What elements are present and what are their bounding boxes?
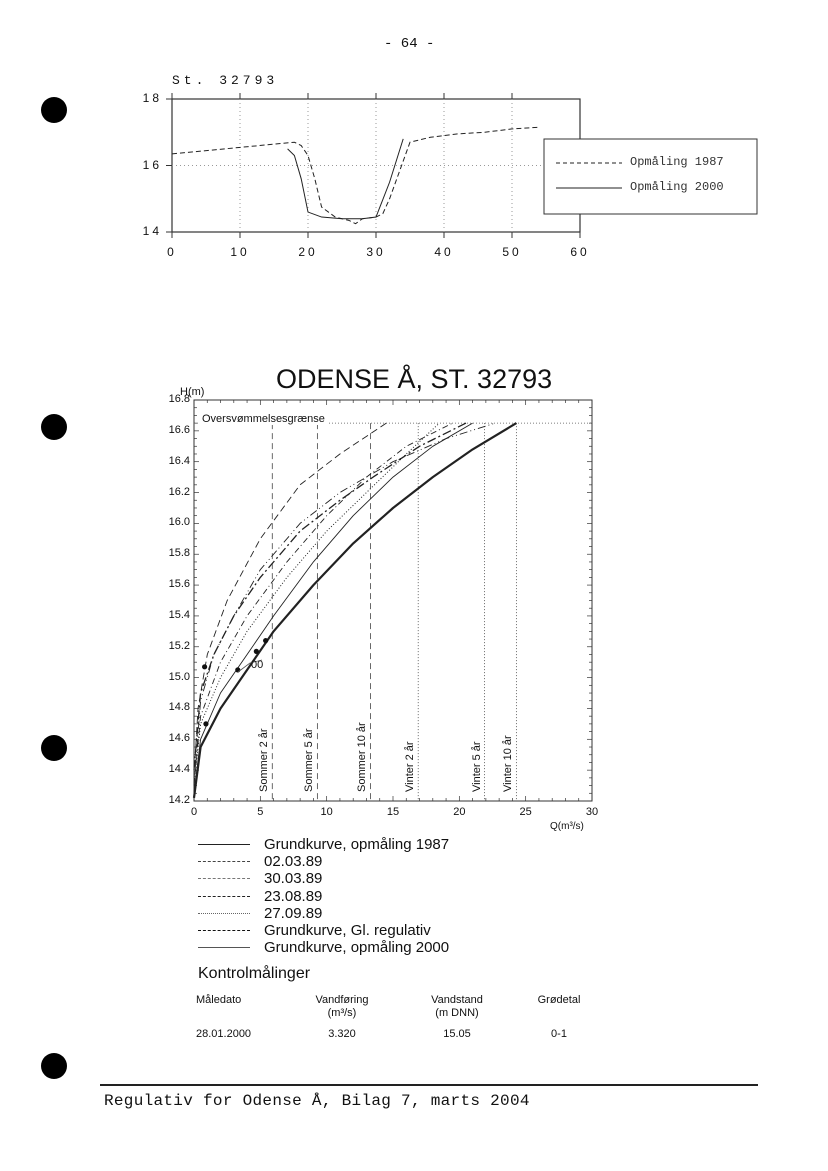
footer-rule [100,1084,758,1086]
rating-series-6 [194,423,466,770]
rating-chart-frame [194,400,592,801]
reference-label-3: Sommer 10 år [356,722,369,792]
cross-section-x-tick: 40 [434,245,454,259]
rating-series-2 [194,423,495,785]
rating-y-tick: 16.4 [168,454,190,467]
rating-legend-label: 23.08.89 [264,887,323,905]
rating-x-tick: 30 [585,806,599,818]
flood-limit-label: Oversvømmelsesgrænse [202,413,325,425]
cross-section-y-tick: 16 [142,157,162,172]
x-axis-label: Q(m³/s) [550,821,584,832]
rating-x-tick: 15 [386,806,400,818]
col-header-date: Måledato [196,994,242,1006]
rating-y-tick: 14.2 [168,794,190,806]
rating-y-tick: 15.4 [168,608,190,621]
cell-weed-index: 0-1 [551,1028,567,1040]
rating-y-tick: 15.0 [168,670,190,683]
rating-chart-title: ODENSE Å, ST. 32793 [276,364,553,394]
rating-y-tick: 14.8 [168,701,190,714]
rating-legend-swatch [198,930,250,931]
rating-y-tick: 14.4 [168,763,190,776]
legend-label-2000: Opmåling 2000 [630,180,724,194]
cell-date: 28.01.2000 [196,1028,252,1040]
cell-discharge: 3.320 [328,1028,356,1040]
control-title: Kontrolmålinger [198,965,311,982]
rating-legend-label: 02.03.89 [264,853,323,871]
cross-section-y-tick: 18 [142,91,162,105]
reference-label-4: Vinter 2 år [404,741,417,792]
legend-label-1987: Opmåling 1987 [630,155,724,169]
cross-section-x-tick: 10 [230,245,250,259]
rating-x-tick: 25 [519,806,532,818]
cross-section-x-tick: 60 [570,245,590,259]
rating-y-tick: 15.6 [168,578,190,591]
cross-section-x-tick: 50 [502,245,522,259]
rating-x-tick: 10 [320,806,333,818]
rating-legend-swatch [198,896,250,897]
rating-y-tick: 16.8 [168,393,190,405]
rating-y-tick: 16.2 [168,485,190,498]
rating-x-tick: 5 [257,806,264,818]
station-label: St. 32793 [172,73,279,88]
rating-legend-swatch [198,878,250,879]
cross-section-x-tick: 0 [167,245,177,259]
rating-y-tick: 16.0 [168,516,190,529]
reference-label-2: Sommer 5 år [303,728,316,792]
rating-legend-label: 30.03.89 [264,870,323,888]
measured-point [254,649,259,654]
rating-series-5 [194,423,439,785]
rating-legend-label: 27.09.89 [264,904,323,922]
cross-section-x-tick: 30 [366,245,386,259]
rating-series-3 [194,423,453,785]
cell-water-level: 15.05 [443,1028,471,1040]
rating-legend-swatch [198,947,250,948]
y-axis-label: H(m) [180,386,205,398]
col-header-water-level: Vandstand (m DNN) [431,994,483,1019]
rating-y-tick: 16.6 [168,423,190,436]
measured-point [202,664,207,669]
rating-legend-swatch [198,844,250,845]
reference-label-1: Sommer 2 år [258,728,271,792]
rating-legend-label: Grundkurve, opmåling 2000 [264,939,450,957]
rating-y-tick: 14.6 [168,732,190,745]
rating-legend-swatch [198,861,250,862]
col-header-weed-index: Grødetal [537,994,581,1006]
reference-label-5: Vinter 5 år [470,741,483,792]
rating-legend-label: Grundkurve, Gl. regulativ [264,921,431,939]
rating-x-tick: 20 [453,806,466,818]
cross-section-x-tick: 20 [298,245,318,259]
rating-x-tick: 0 [190,806,198,818]
rating-y-tick: 15.2 [168,639,190,652]
rating-y-tick: 15.8 [168,547,190,560]
reference-label-6: Vinter 10 år [502,735,515,792]
measured-point [203,721,208,726]
page-number: - 64 - [384,36,435,52]
cross-section-y-tick: 14 [142,224,162,238]
measured-point [235,667,240,672]
measured-point [263,638,268,643]
col-header-discharge: Vandføring (m³/s) [315,994,369,1019]
rating-legend-label: Grundkurve, opmåling 1987 [264,836,450,853]
rating-legend-swatch [198,913,250,914]
measured-point-label: 00 [251,659,264,671]
footer-text: Regulativ for Odense Å, Bilag 7, marts 2004 [104,1092,530,1110]
